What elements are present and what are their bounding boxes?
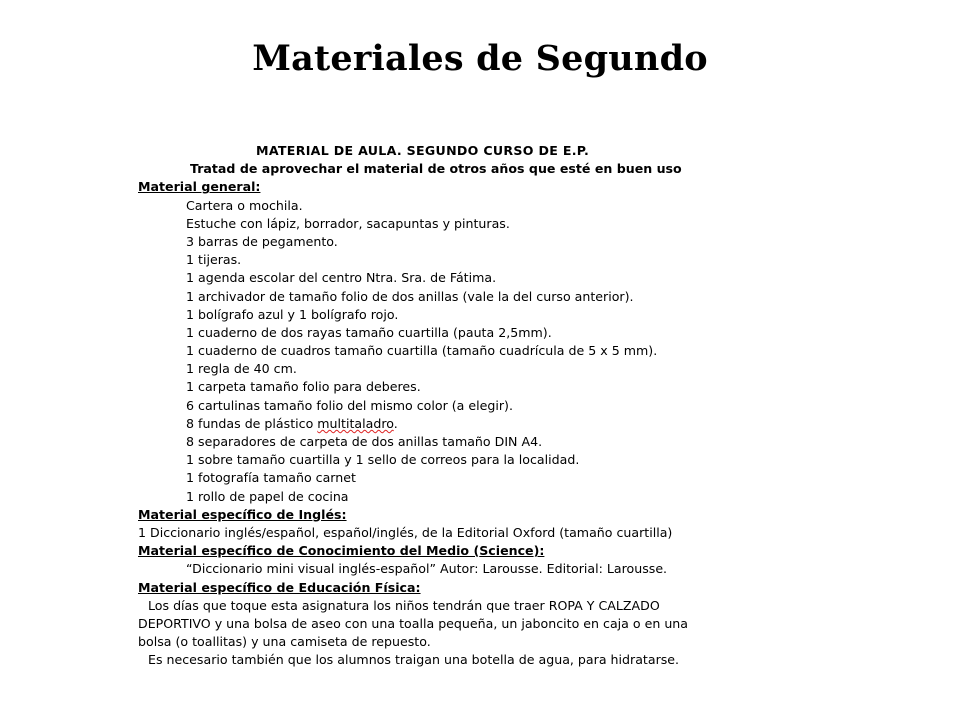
list-item xyxy=(138,415,808,433)
list-item-end: . xyxy=(393,415,398,431)
material-list-document xyxy=(138,142,808,668)
section-medio-end: ): xyxy=(533,543,545,559)
list-item: 1 carpeta tamaño folio para deberes. xyxy=(186,379,421,395)
section-ef-text: Material específico de Educación Física: xyxy=(138,579,421,595)
spellcheck-word: Science xyxy=(479,543,534,559)
list-item-text: 8 fundas de plástico xyxy=(186,415,318,431)
document-heading: MATERIAL DE AULA. SEGUNDO CURSO DE E.P. xyxy=(256,143,590,158)
ef-line: bolsa (o toallitas) y una camiseta de repuesto. xyxy=(138,634,431,650)
list-item: 1 cuaderno de dos rayas tamaño cuartilla (pauta 2,5mm). xyxy=(186,324,552,340)
list-item: 1 regla de 40 cm. xyxy=(186,361,297,377)
list-item: 1 archivador de tamaño folio de dos anillas (vale la del curso anterior). xyxy=(186,288,634,304)
list-item: 6 cartulinas tamaño folio del mismo color (a elegir). xyxy=(186,397,513,413)
spellcheck-word: Inglés xyxy=(298,506,342,522)
list-item: 3 barras de pegamento. xyxy=(186,233,338,249)
list-item: 1 fotografía tamaño carnet xyxy=(186,470,356,486)
section-ingles-end: : xyxy=(341,506,347,522)
list-item: 1 rollo de papel de cocina xyxy=(186,488,349,504)
section-ingles-label xyxy=(138,506,808,524)
ingles-line: 1 Diccionario inglés/español, español/inglés, de la Editorial Oxford (tamaño cuartilla) xyxy=(138,524,673,540)
section-general-text: Material general: xyxy=(138,179,261,195)
section-medio-label xyxy=(138,542,808,560)
ef-line: Los días que toque esta asignatura los niños tendrán que traer ROPA Y CALZADO xyxy=(148,597,660,613)
list-item: 1 agenda escolar del centro Ntra. Sra. de Fátima. xyxy=(186,270,497,286)
list-item: 1 bolígrafo azul y 1 bolígrafo rojo. xyxy=(186,306,399,322)
list-item: Estuche con lápiz, borrador, sacapuntas y pinturas. xyxy=(186,215,510,231)
ef-line: DEPORTIVO y una bolsa de aseo con una toalla pequeña, un jaboncito en caja o en una xyxy=(138,615,689,631)
spellcheck-word: multitaladro xyxy=(317,415,394,431)
ef-line: Es necesario también que los alumnos traigan una botella de agua, para hidratarse. xyxy=(148,652,680,668)
section-medio-text: Material específico de Conocimiento del Medio ( xyxy=(138,543,480,559)
list-item: Cartera o mochila. xyxy=(186,197,303,213)
document-subheading: Tratad de aprovechar el material de otros años que esté en buen uso xyxy=(190,161,682,177)
section-general-label xyxy=(138,178,808,196)
list-item: 1 tijeras. xyxy=(186,252,242,268)
list-item: 1 cuaderno de cuadros tamaño cuartilla (tamaño cuadrícula de 5 x 5 mm). xyxy=(186,343,658,359)
page-title: Materiales de Segundo xyxy=(252,38,708,79)
list-item: 8 separadores de carpeta de dos anillas tamaño DIN A4. xyxy=(186,434,543,449)
section-ingles-text: Material específico de xyxy=(138,506,299,522)
list-item: 1 sobre tamaño cuartilla y 1 sello de correos para la localidad. xyxy=(186,452,580,468)
section-ef-label xyxy=(138,579,808,597)
medio-line: “Diccionario mini visual inglés-español” Autor: Larousse. Editorial: Larousse. xyxy=(186,561,668,577)
